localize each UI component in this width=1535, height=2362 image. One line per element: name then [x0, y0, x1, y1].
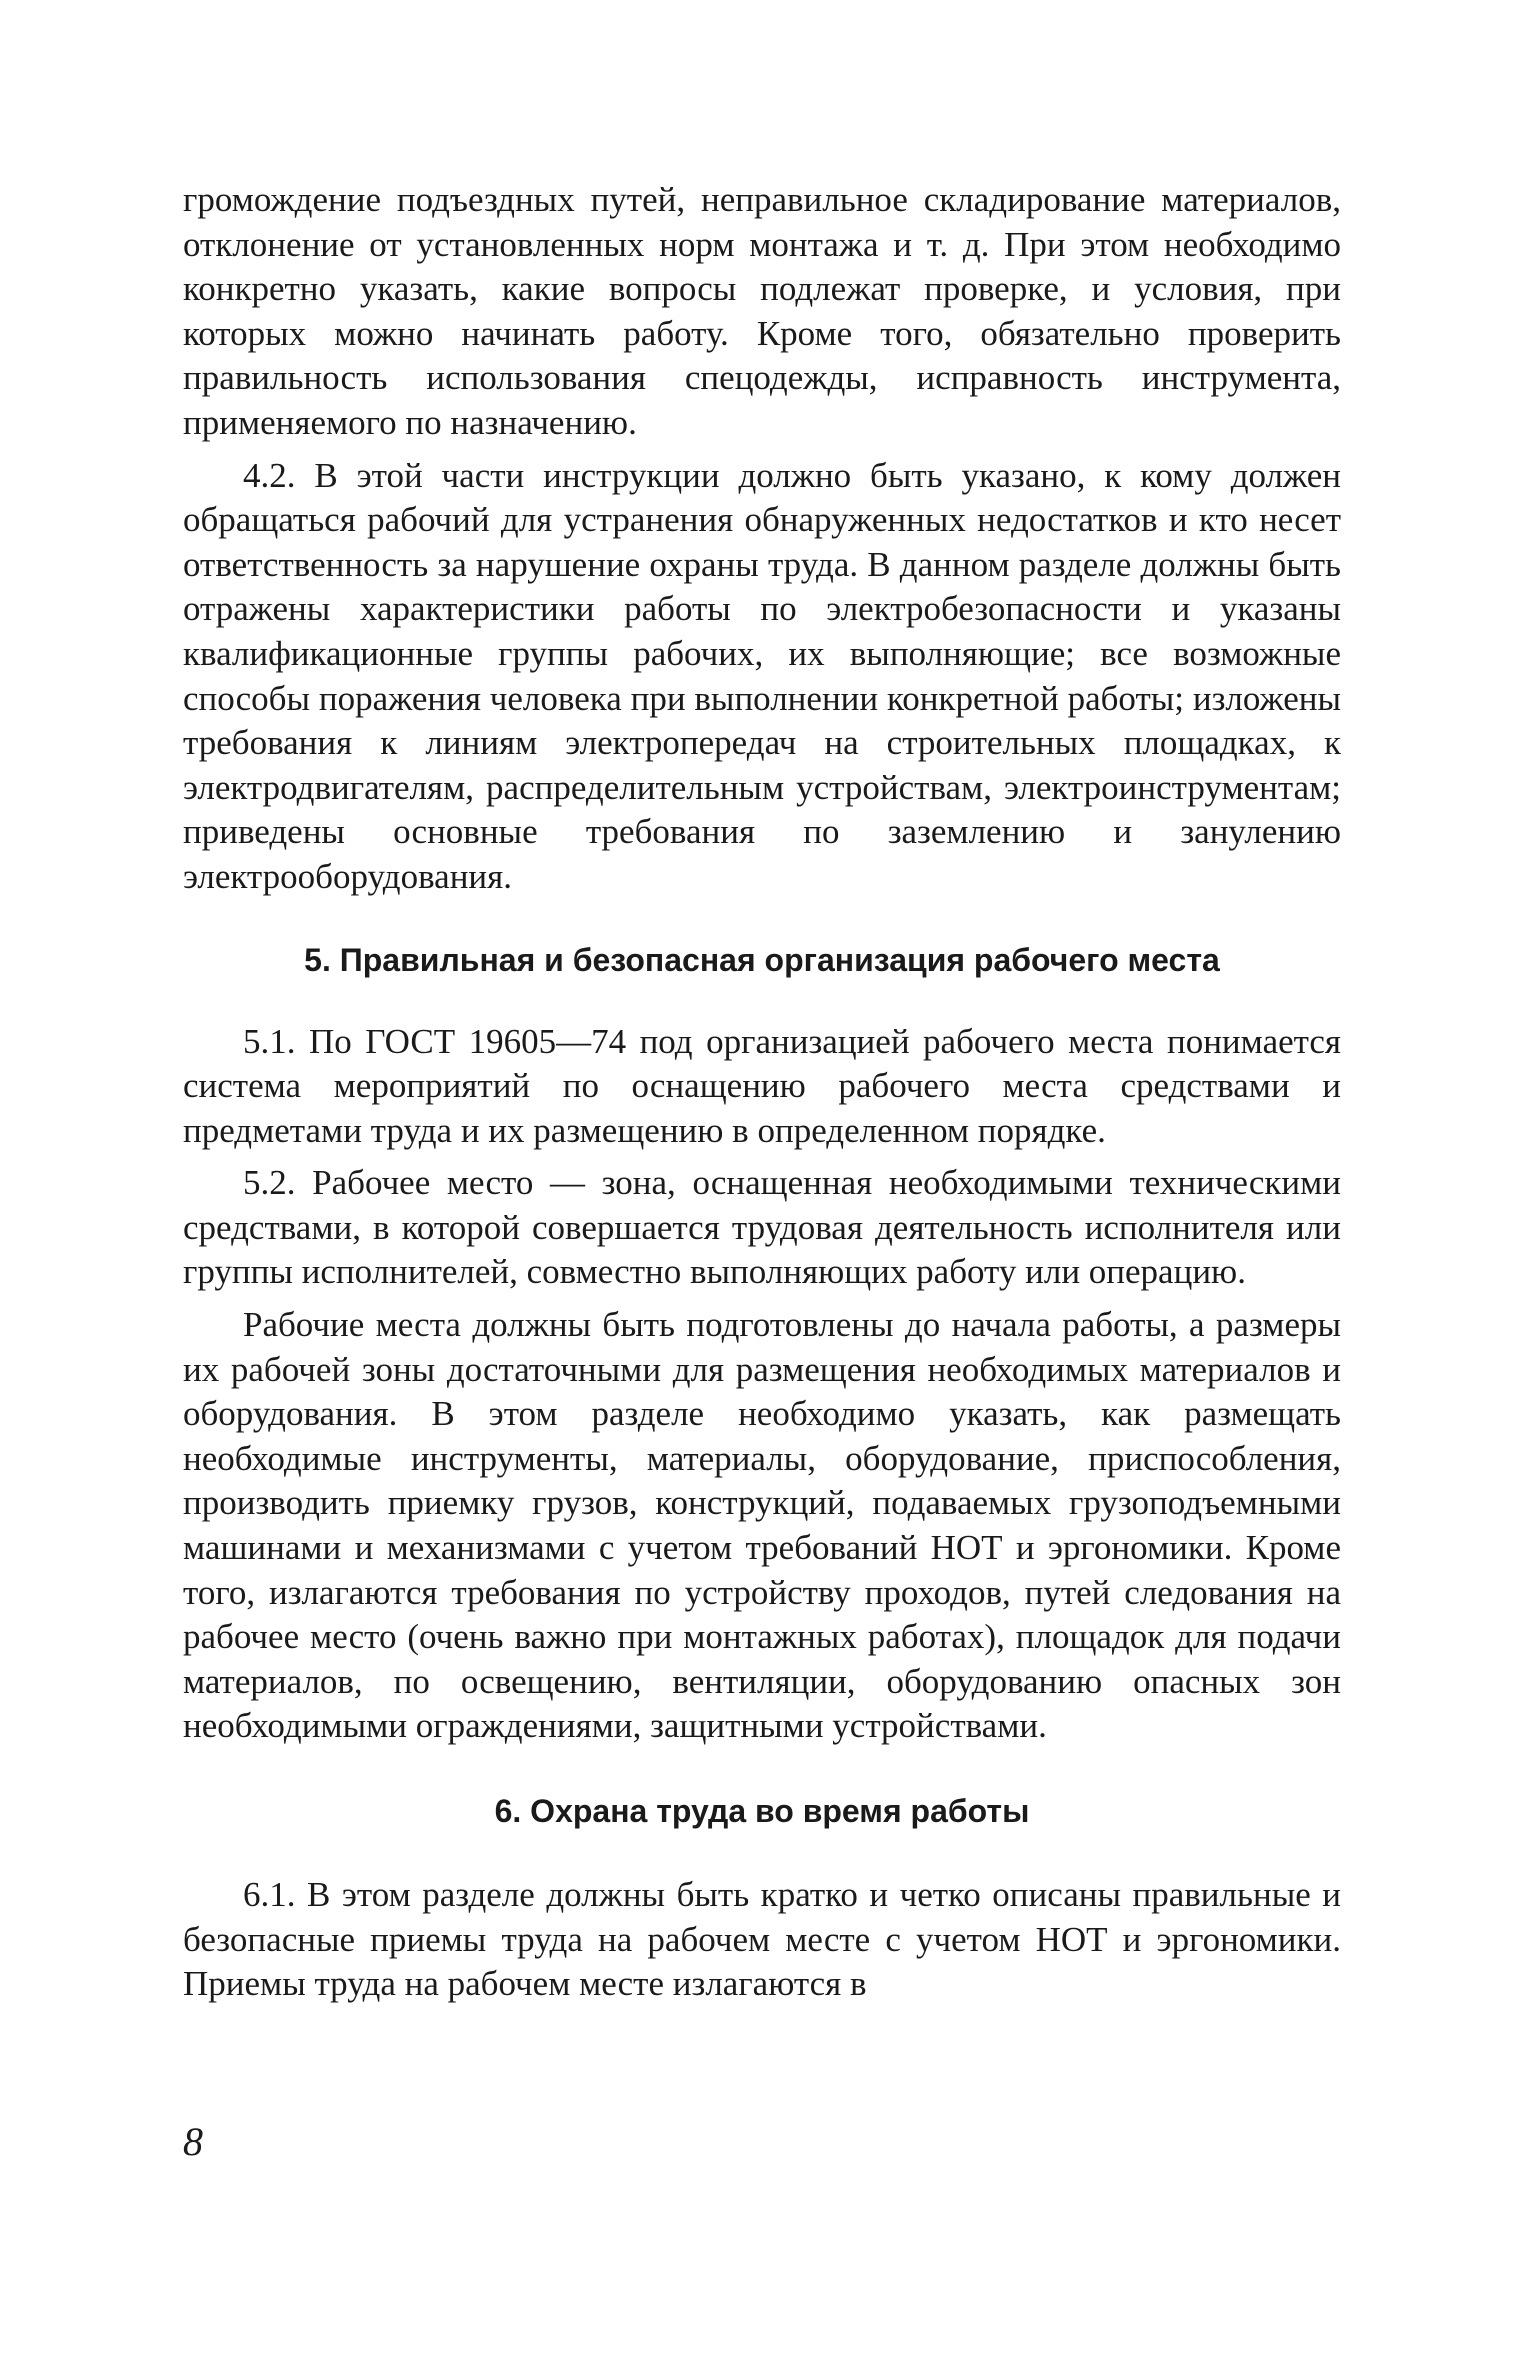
page-number: 8	[183, 2119, 203, 2164]
paragraph-6-1: 6.1. В этом разделе должны быть кратко и четко описаны правильные и безопасные приемы труда на рабочем месте с учетом НОТ и эргономики. Приемы труда на рабочем месте излагаются в	[183, 1875, 1341, 2004]
page-body	[183, 178, 1341, 2007]
paragraph-workplace: Рабочие места должны быть подготовлены до начала работы, а размеры их рабочей зоны достаточными для размещения необходимых материалов и оборудования. В этом разделе необходимо указать, как размещать необходимые инструменты, материалы, оборудование, приспособления, производить приемку грузов, конструкций, подаваемых грузоподъемными машинами и механизмами с учетом требований НОТ и эргономики. Кроме того, излагаются требования по устройству проходов, путей следования на рабочее место (очень важно при монтажных работах), площадок для подачи материалов, по освещению, вентиляции, оборудованию опасных зон необходимыми ограждениями, защитными устройствами.	[183, 1305, 1341, 1746]
paragraph-5-1: 5.1. По ГОСТ 19605—74 под организацией рабочего места понимается система мероприятий по оснащению рабочего места средствами и предметами труда и их размещению в определенном порядке.	[183, 1021, 1341, 1150]
paragraph-4-2: 4.2. В этой части инструкции должно быть указано, к кому должен обращаться рабочий для устранения обнаруженных недостатков и кто несет ответственность за нарушение охраны труда. В данном разделе должны быть отражены характеристики работы по электробезопасности и указаны квалификационные группы рабочих, их выполняющие; все возможные способы поражения человека при выполнении конкретной работы; изложены требования к линиям электропередач на строительных площадках, к электродвигателям, распределительным устройствам, электроинструментам; приведены основные требования по заземлению и занулению электрооборудования.	[183, 455, 1341, 896]
paragraph-continuation: громождение подъездных путей, неправильное складирование материалов, отклонение от установленных норм монтажа и т. д. При этом необходимо конкретно указать, какие вопросы подлежат проверке, и условия, при которых можно начинать работу. Кроме того, обязательно проверить правильность использования спецодежды, исправность инструмента, применяемого по назначению.	[183, 180, 1341, 442]
paragraph-5-2: 5.2. Рабочее место — зона, оснащенная необходимыми техническими средствами, в которой совершается трудовая деятельность исполнителя или группы исполнителей, совместно выполняющих работу или операцию.	[183, 1163, 1341, 1292]
section-5-heading: 5. Правильная и безопасная организация рабочего места	[304, 941, 1220, 978]
section-6-heading: 6. Охрана труда во время работы	[494, 1793, 1030, 1829]
